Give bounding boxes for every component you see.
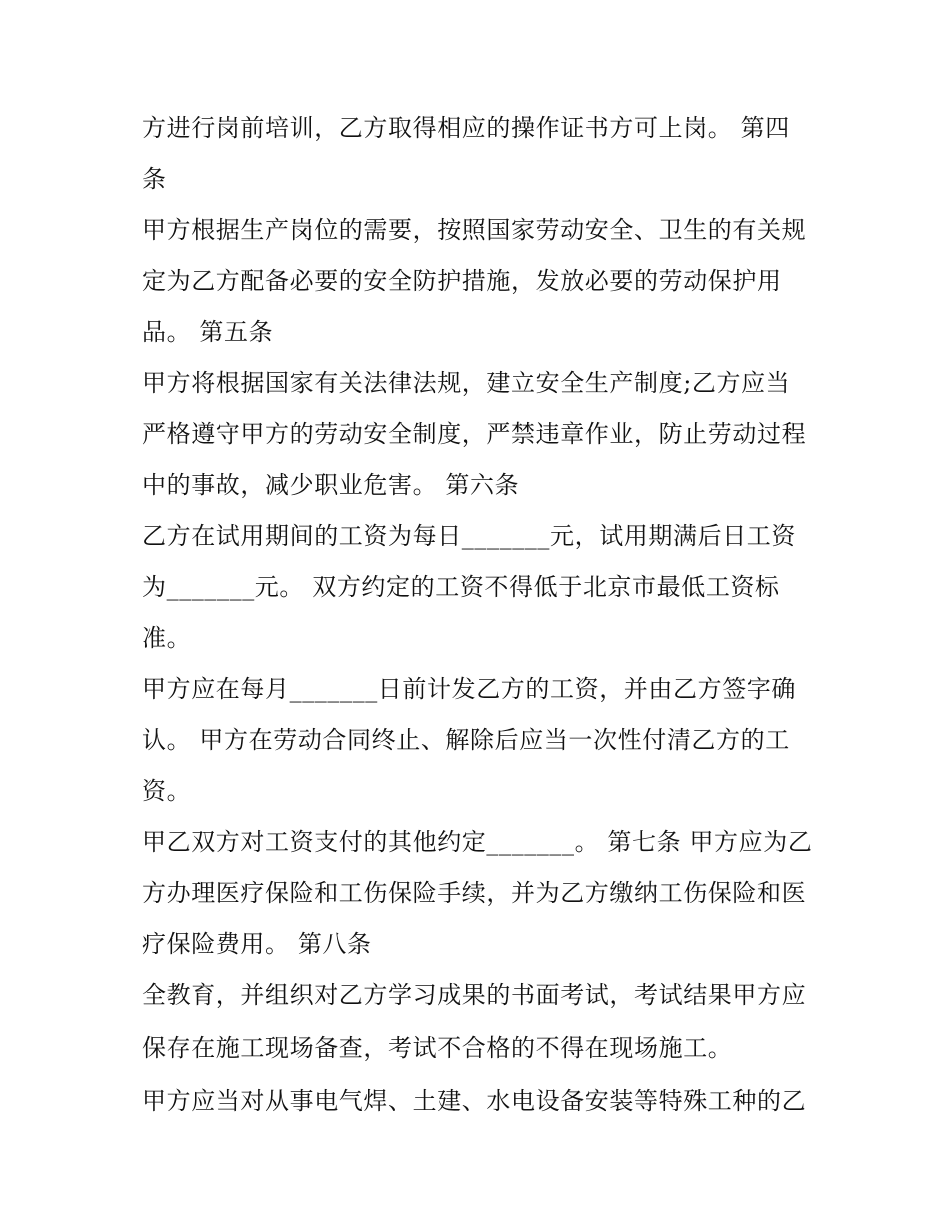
text-line: 认。 甲方在劳动合同终止、解除后应当一次性付清乙方的工 (142, 726, 790, 754)
text-line: 甲方将根据国家有关法律法规，建立安全生产制度;乙方应当 (142, 369, 791, 397)
text-line: 资。 (142, 777, 192, 805)
text-line: 甲乙双方对工资支付的其他约定_______。 第七条 甲方应为乙 (142, 828, 813, 856)
text-line: 条 (142, 165, 167, 193)
text-line: 定为乙方配备必要的安全防护措施，发放必要的劳动保护用 (142, 267, 782, 295)
text-line: 甲方应在每月_______日前计发乙方的工资，并由乙方签字确 (142, 675, 796, 703)
document-body (142, 103, 832, 1127)
text-line: 方办理医疗保险和工伤保险手续，并为乙方缴纳工伤保险和医 (142, 879, 807, 907)
text-line: 甲方根据生产岗位的需要，按照国家劳动安全、卫生的有关规 (142, 216, 807, 244)
text-line: 为_______元。 双方约定的工资不得低于北京市最低工资标 (142, 573, 780, 601)
text-line: 中的事故，减少职业危害。 第六条 (142, 471, 520, 499)
text-line: 保存在施工现场备查，考试不合格的不得在现场施工。 (142, 1034, 733, 1062)
text-line: 严格遵守甲方的劳动安全制度，严禁违章作业，防止劳动过程 (142, 420, 807, 448)
text-line: 疗保险费用。 第八条 (142, 930, 372, 958)
text-line: 甲方应当对从事电气焊、土建、水电设备安装等特殊工种的乙 (142, 1087, 807, 1115)
text-line: 方进行岗前培训，乙方取得相应的操作证书方可上岗。 第四 (142, 114, 790, 142)
text-line: 准。 (142, 624, 192, 652)
text-line: 品。 第五条 (142, 318, 274, 346)
text-line: 全教育，并组织对乙方学习成果的书面考试，考试结果甲方应 (142, 981, 807, 1009)
text-line: 乙方在试用期间的工资为每日_______元，试用期满后日工资 (142, 522, 796, 550)
